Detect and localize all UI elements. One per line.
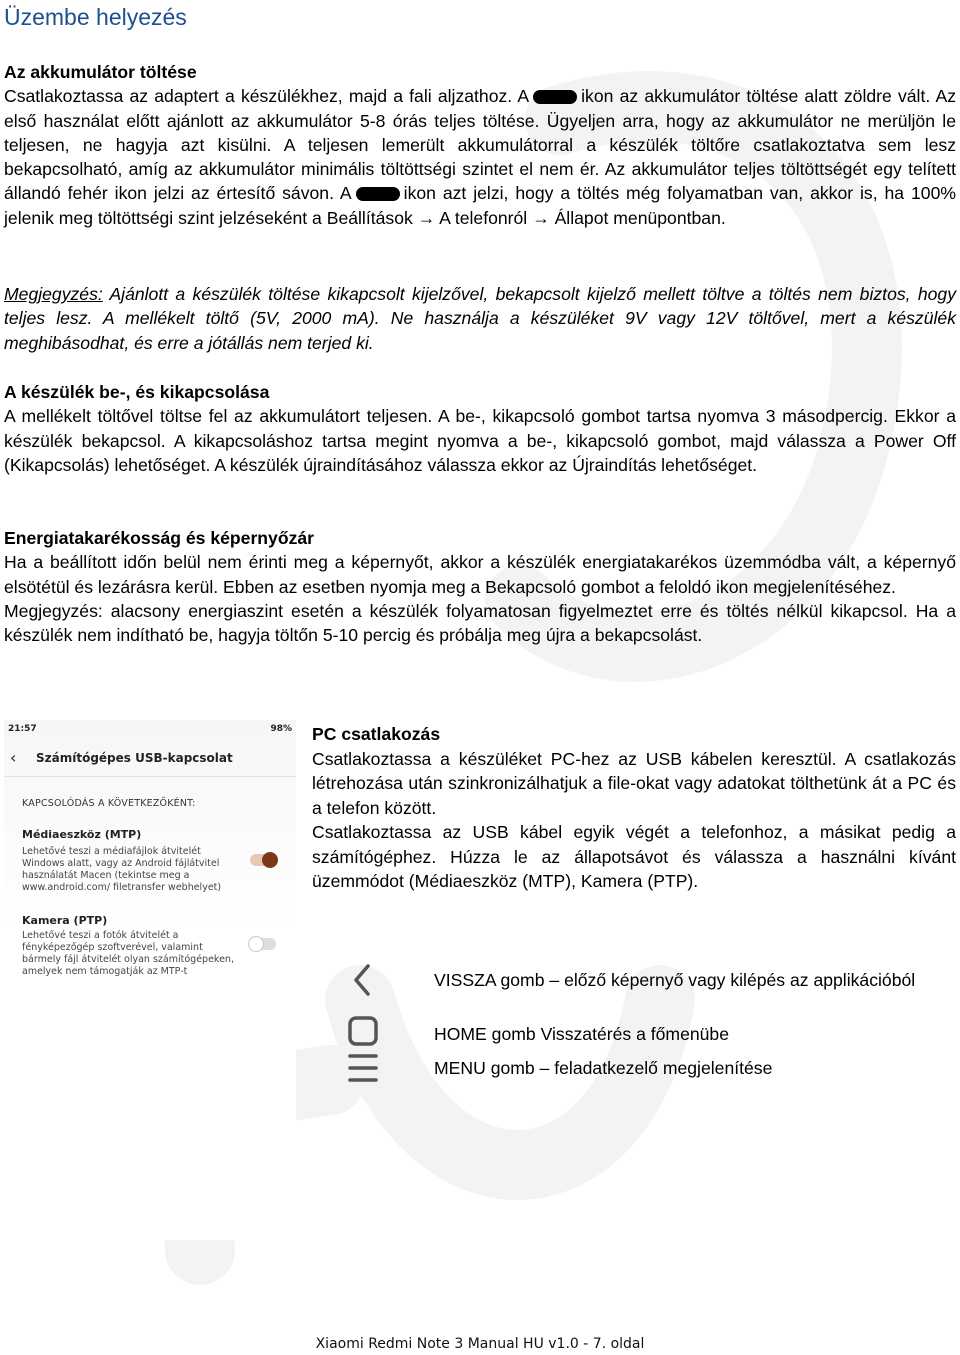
note-label: Megjegyzés: <box>4 284 103 304</box>
battery-text-1: Csatlakoztassa az adaptert a készülékhez, majd a fali aljzathoz. A <box>4 86 530 107</box>
battery-text-3: ikon azt jelzi, hogy a töltés még folyamatban van, akkor is, ha 100% jelenik meg töltöttségi szint jelzéseként a Beállítások → A telefonról → Állapot menüpontban. <box>4 183 956 228</box>
toggle-knob <box>262 852 278 868</box>
header-divider <box>4 776 296 777</box>
page-title: Üzembe helyezés <box>4 4 187 30</box>
option-mtp-title: Médiaeszköz (MTP) <box>22 828 142 841</box>
energy-paragraph-1: Ha a beállított időn belül nem érinti meg a képernyőt, akkor a készülék energiatakarékos üzemmódba vált, a képernyő elsötétül és lezárásra kerül. Ebben az esetben nyomja meg a Bekapcsoló gombot a feloldó ikon megjelenítéséhez. <box>4 552 956 597</box>
battery-paragraph <box>4 84 956 230</box>
option-ptp-title: Kamera (PTP) <box>22 914 108 927</box>
energy-section <box>4 526 956 647</box>
power-text: A mellékelt töltővel töltse fel az akkumulátort teljesen. A be-, kikapcsoló gombot tartsa nyomva 3 másodpercig. Ekkor a készülék bekapcsol. A kikapcsoláshoz tartsa megint nyomva a be-, kikapcsoló gombot, majd válassza a Power Off (Kikapcsolás) lehetőséget. A készülék újraindításához válassza ekkor az Újraindítás lehetőséget. <box>4 406 956 475</box>
battery-text-2: ikon az akkumulátor töltése alatt zöldre vált. Az első használat előtt ajánlott az akkumulátor 5-8 órás teljes töltése. Ügyeljen arra, hogy az akkumulátor ne merüljön le teljesen, ne hagyja azt kisülni. A teljesen lemerült akkumulátorral a készülék töltőre csatlakoztatva sem lesz bekapcsolható, amíg az akkumulátor minimális töltöttségi szintet el nem ér. Az akkumulátor teljes töltöttségét egy telített állandó fehér ikon jelzi az értesítő sávon. A <box>4 86 956 204</box>
connect-as-caption: KAPCSOLÓDÁS A KÖVETKEZŐKÉNT: <box>22 798 196 809</box>
back-chevron-icon <box>344 962 384 998</box>
pc-paragraph-1: Csatlakoztassa a készüléket PC-hez az USB kábelen keresztül. A csatlakozás létrehozása után szinkronizálhatjuk a file-okat vagy adatokat tölthetünk át a PC és a telefon között. <box>312 748 956 818</box>
status-battery: 98% <box>270 724 292 734</box>
battery-charging-icon <box>356 187 400 201</box>
pc-paragraph-2: Csatlakoztassa az USB kábel egyik végét a telefonhoz, a másikat pedig a számítógéphez. Húzza le az állapotsávot és válassza a használni kívánt üzemmódot (Médiaeszköz (MTP), Kamera (PTP). <box>312 822 956 891</box>
page-footer: Xiaomi Redmi Note 3 Manual HU v1.0 - 7. oldal <box>315 1336 645 1352</box>
battery-note-paragraph <box>4 282 956 355</box>
option-ptp-toggle[interactable] <box>250 938 276 950</box>
toggle-knob <box>248 936 264 952</box>
pc-section <box>312 722 956 894</box>
note-text: Ajánlott a készülék töltése kikapcsolt kijelzővel, bekapcsolt kijelző mellett töltve a töltés nem biztos, hogy teljes lesz. A mellékelt töltő (5V, 2000 mA). Ne használja a készüléket 9V vagy 12V töltővel, mert a készülék meghibásodhat, és erre a jótállás nem terjed ki. <box>4 284 956 353</box>
menu-lines-icon <box>344 1050 384 1086</box>
back-arrow-icon: ‹ <box>10 748 17 767</box>
battery-section <box>4 60 956 230</box>
pc-heading: PC csatlakozás <box>312 724 441 744</box>
home-square-icon <box>344 1014 384 1050</box>
nav-back-label: VISSZA gomb – előző képernyő vagy kilépés az applikációból <box>434 970 916 990</box>
option-ptp-desc: Lehetővé teszi a fotók átvitelét a fényképezőgép szoftverével, valamint bármely fájl átvitelét olyan számítógépeken, amelyek nem támogatják az MTP-t <box>22 930 234 977</box>
battery-note <box>4 282 956 355</box>
option-mtp-toggle[interactable] <box>250 854 276 866</box>
energy-paragraph-2: Megjegyzés: alacsony energiaszint esetén a készülék folyamatosan figyelmeztet erre és töltés nélkül kikapcsol. Ha a készülék nem indítható be, hagyja töltőn 5-10 percig és próbálja meg újra a bekapcsolást. <box>4 600 956 646</box>
status-time: 21:57 <box>8 724 37 734</box>
energy-heading: Energiatakarékosság és képernyőzár <box>4 528 315 548</box>
power-heading: A készülék be-, és kikapcsolása <box>4 382 270 402</box>
nav-home-label: HOME gomb Visszatérés a főmenübe <box>434 1024 729 1044</box>
usb-connection-screenshot <box>4 720 296 1240</box>
power-section <box>4 380 956 477</box>
option-mtp-desc: Lehetővé teszi a médiafájlok átvitelét Windows alatt, vagy az Android fájlátvitel használatát Macen (tekintse meg a www.android.com/ filetransfer webhelyet) <box>22 846 222 893</box>
battery-full-icon <box>533 90 577 104</box>
nav-menu-label: MENU gomb – feladatkezelő megjelenítése <box>434 1058 773 1078</box>
screen-header: Számítógépes USB-kapcsolat <box>36 751 233 765</box>
battery-heading: Az akkumulátor töltése <box>4 62 197 82</box>
